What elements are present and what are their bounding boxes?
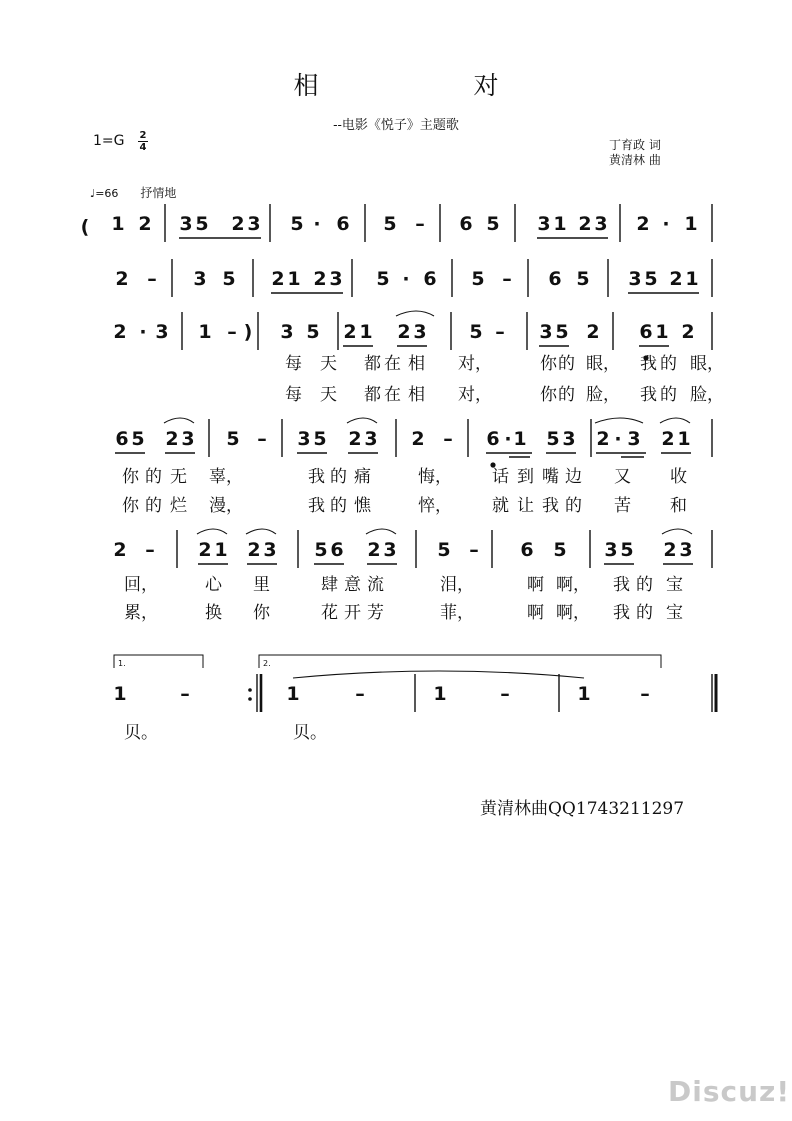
note: 2 [271, 268, 285, 290]
tempo-mood: 抒情地 [140, 186, 177, 200]
volta-bracket-2 [259, 655, 661, 668]
lyric-char: 贝。 [124, 723, 158, 743]
lyric-char: 你 [122, 467, 139, 487]
slur [164, 418, 194, 423]
note: 2 [138, 213, 152, 235]
note: 5 [376, 268, 390, 290]
dash-note: – [443, 428, 453, 450]
lyric-char: 的 [565, 496, 582, 516]
watermark-logo: Discuz! [668, 1075, 791, 1108]
lyric-char: 都 [364, 385, 381, 405]
note: 1 [111, 213, 125, 235]
lyric-char: 烂 [170, 496, 187, 516]
dash-note: – [495, 321, 505, 343]
note: 6 [639, 321, 653, 343]
note: 3 [181, 428, 195, 450]
lyric-char: 里 [253, 575, 270, 595]
note: 6 [486, 428, 500, 450]
lyric-char: 我 [542, 496, 559, 516]
lyric-char: 回， [124, 575, 158, 595]
note: 2 [198, 539, 212, 561]
lyric-char: 每 [285, 354, 302, 374]
lyric-char: 啊， [556, 575, 590, 595]
note: 3 [247, 213, 261, 235]
dash-note: – [145, 539, 155, 561]
note: 5 [546, 428, 560, 450]
lyric-char: 换 [205, 603, 222, 623]
note: 2 [596, 428, 610, 450]
note: 6 [330, 539, 344, 561]
note: 1 [685, 268, 699, 290]
note: 2 [113, 321, 127, 343]
note: 3 [329, 268, 343, 290]
note: 5 [222, 268, 236, 290]
repeat-dot [248, 688, 252, 692]
time-top: 2 [139, 130, 147, 141]
lyric-char: 啊， [556, 603, 590, 623]
lyric-char: 脸， [586, 385, 620, 405]
note: 2 [165, 428, 179, 450]
note: 2 [367, 539, 381, 561]
note: 2 [231, 213, 245, 235]
note: 3 [179, 213, 193, 235]
note: 3 [594, 213, 608, 235]
note: 1 [684, 213, 698, 235]
dash-note: – [469, 539, 479, 561]
note: 5 [313, 428, 327, 450]
volta-label-1: 1. [118, 659, 126, 668]
note: 5 [195, 213, 209, 235]
lyric-char: 相 [408, 385, 425, 405]
lyric-char: 的 [660, 385, 677, 405]
dash-note: – [355, 683, 365, 705]
lyric-char: 脸， [690, 385, 724, 405]
note: 1 [359, 321, 373, 343]
note: 3 [297, 428, 311, 450]
note: 5 [471, 268, 485, 290]
note: 5 [131, 428, 145, 450]
slur [660, 418, 690, 423]
lyric-char: 你 [253, 603, 270, 623]
note: 5 [226, 428, 240, 450]
tempo-mark: ♩=66 [90, 187, 119, 200]
note: 3 [537, 213, 551, 235]
lyric-char: 的 [330, 467, 347, 487]
lyric-char: 又 [614, 467, 631, 487]
note: 3 [628, 268, 642, 290]
note: 5 [576, 268, 590, 290]
lyric-char: 我 [613, 575, 630, 595]
lyric-char: 芳 [367, 603, 384, 623]
note: 2 [115, 268, 129, 290]
lyric-char: 在 [384, 385, 401, 405]
repeat-dot [248, 697, 252, 701]
lyric-char: 悔， [418, 467, 452, 487]
volta-label-2: 2. [263, 659, 271, 668]
lyric-char: 话 [492, 467, 509, 487]
note: 2 [313, 268, 327, 290]
dot-extension: · [614, 428, 622, 450]
note: 3 [383, 539, 397, 561]
composer: 黄清林 曲 [609, 153, 661, 167]
dash-note: – [502, 268, 512, 290]
note: 3 [413, 321, 427, 343]
lyric-char: 天 [320, 385, 337, 405]
lyric-char: 苦 [614, 496, 631, 516]
note: 5 [290, 213, 304, 235]
dash-note: – [500, 683, 510, 705]
lyric-char: 悴， [418, 496, 452, 516]
lyric-char: 宝 [666, 603, 683, 623]
lyric-char: 眼， [690, 354, 724, 374]
note: 3 [155, 321, 169, 343]
lyric-char: 贝。 [293, 723, 327, 743]
lyric-char: 对， [458, 385, 492, 405]
note: 5 [314, 539, 328, 561]
note: 6 [336, 213, 350, 235]
lyric-char: 你 [540, 385, 557, 405]
note: 2 [348, 428, 362, 450]
lyric-char: 的 [330, 496, 347, 516]
dash-note: – [227, 321, 237, 343]
note: 1 [513, 428, 527, 450]
lyric-char: 菲， [440, 603, 474, 623]
lyric-char: 辜， [209, 467, 243, 487]
subtitle: --电影《悦子》主题歌 [333, 118, 459, 133]
lyric-char: 泪， [440, 575, 474, 595]
lyric-char: 流 [367, 575, 384, 595]
lyric-char: 的 [558, 385, 575, 405]
note: 2 [681, 321, 695, 343]
note: 3 [627, 428, 641, 450]
note: 3 [539, 321, 553, 343]
lyric-char: 累， [124, 603, 158, 623]
note: 3 [679, 539, 693, 561]
lyric-char: 我 [308, 496, 325, 516]
note: 1 [286, 683, 300, 705]
note: 3 [604, 539, 618, 561]
note: 5 [644, 268, 658, 290]
note: 1 [198, 321, 212, 343]
note: 1 [113, 683, 127, 705]
note: 2 [397, 321, 411, 343]
lyric-char: 在 [384, 354, 401, 374]
lyric-char: 我 [613, 603, 630, 623]
lyric-char: 无 [170, 467, 187, 487]
lyric-char: 到 [517, 467, 534, 487]
lyric-char: 花 [321, 603, 338, 623]
lyric-char: 开 [344, 603, 361, 623]
lyric-char: 的 [636, 603, 653, 623]
note: 6 [520, 539, 534, 561]
note: 2 [661, 428, 675, 450]
dot-extension: · [662, 213, 670, 235]
lyric-char: 意 [344, 575, 361, 595]
lyric-char: 肆 [321, 575, 338, 595]
note: 2 [411, 428, 425, 450]
note: 2 [113, 539, 127, 561]
note: 1 [553, 213, 567, 235]
dash-note: – [257, 428, 267, 450]
lyric-char: 我 [308, 467, 325, 487]
note: 5 [306, 321, 320, 343]
lyric-char: 边 [565, 467, 582, 487]
lyric-char: 就 [492, 496, 509, 516]
lyric-char: 我 [640, 385, 657, 405]
note: 1 [214, 539, 228, 561]
slur [197, 529, 227, 534]
note: 5 [553, 539, 567, 561]
dash-note: – [180, 683, 190, 705]
tie [293, 671, 584, 678]
lyric-char: 天 [320, 354, 337, 374]
lyric-char: 宝 [666, 575, 683, 595]
footer-credit: 黄清林曲QQ1743211297 [480, 799, 685, 819]
note: 3 [193, 268, 207, 290]
volta-bracket-1 [114, 655, 203, 668]
note: 5 [383, 213, 397, 235]
lyric-char: 我 [640, 354, 657, 374]
lyric-char: 对， [458, 354, 492, 374]
note: 3 [364, 428, 378, 450]
note: 2 [343, 321, 357, 343]
lyric-char: 的 [558, 354, 575, 374]
lyricist: 丁育政 词 [609, 138, 661, 152]
note: 6 [459, 213, 473, 235]
title-char-2: 对 [473, 71, 499, 100]
note: 1 [433, 683, 447, 705]
note: 2 [586, 321, 600, 343]
note: 5 [486, 213, 500, 235]
lyric-char: 漫， [209, 496, 243, 516]
lyric-char: 啊 [527, 603, 544, 623]
note: 3 [263, 539, 277, 561]
slur [396, 311, 434, 316]
note: 1 [677, 428, 691, 450]
note: 2 [663, 539, 677, 561]
lyric-char: 和 [670, 496, 687, 516]
note: 2 [578, 213, 592, 235]
dash-note: – [415, 213, 425, 235]
note: 1 [655, 321, 669, 343]
lyric-char: 憔 [354, 496, 371, 516]
lyric-char: 你 [540, 354, 557, 374]
dot-extension: · [313, 213, 321, 235]
slur [347, 418, 377, 423]
slur [246, 529, 276, 534]
note: 5 [555, 321, 569, 343]
slur [366, 529, 396, 534]
bracket-open: ( [80, 216, 90, 238]
note: 6 [115, 428, 129, 450]
note: 5 [620, 539, 634, 561]
bracket-close: ) [243, 321, 253, 343]
dot-extension: · [504, 428, 512, 450]
note: 6 [548, 268, 562, 290]
time-bottom: 4 [139, 142, 147, 153]
lyric-char: 你 [122, 496, 139, 516]
key-signature: 1=G [93, 133, 125, 149]
dot-extension: · [139, 321, 147, 343]
slur [595, 418, 643, 423]
note: 6 [423, 268, 437, 290]
notation [81, 213, 724, 743]
lyric-char: 每 [285, 385, 302, 405]
dot-extension: · [402, 268, 410, 290]
note: 2 [669, 268, 683, 290]
lyric-char: 收 [670, 467, 687, 487]
lyric-char: 眼， [586, 354, 620, 374]
lyric-char: 的 [145, 467, 162, 487]
lyric-char: 让 [517, 496, 534, 516]
note: 2 [636, 213, 650, 235]
lyric-char: 的 [636, 575, 653, 595]
lyric-char: 都 [364, 354, 381, 374]
dash-note: – [640, 683, 650, 705]
note: 3 [562, 428, 576, 450]
note: 5 [469, 321, 483, 343]
lyric-char: 的 [660, 354, 677, 374]
note: 1 [577, 683, 591, 705]
note: 3 [280, 321, 294, 343]
slur [662, 529, 692, 534]
lyric-char: 痛 [354, 467, 371, 487]
dash-note: – [147, 268, 157, 290]
lyric-char: 相 [408, 354, 425, 374]
lyric-char: 的 [145, 496, 162, 516]
note: 2 [247, 539, 261, 561]
note: 1 [287, 268, 301, 290]
lyric-char: 心 [205, 575, 222, 595]
title-char-1: 相 [293, 71, 319, 100]
lyric-char: 嘴 [542, 467, 559, 487]
lyric-char: 啊 [527, 575, 544, 595]
note: 5 [437, 539, 451, 561]
